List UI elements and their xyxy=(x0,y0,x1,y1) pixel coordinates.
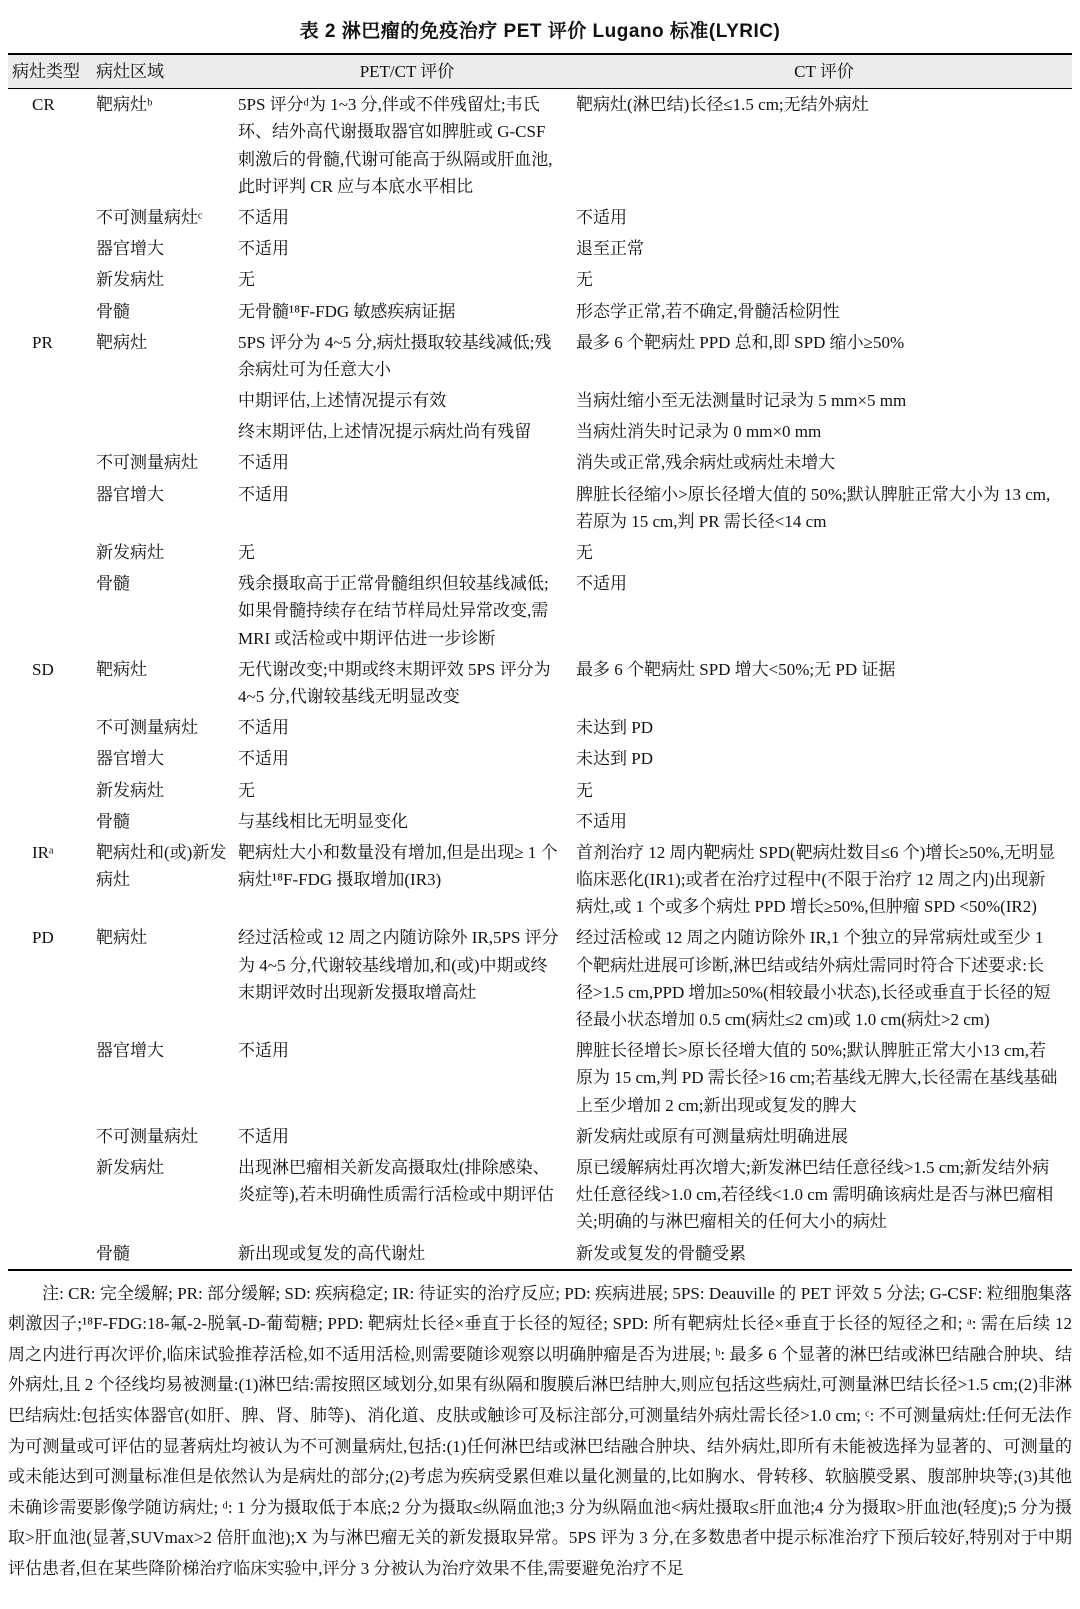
pet-ct-eval-cell: 无代谢改变;中期或终末期评效 5PS 评分为 4~5 分,代谢较基线无明显改变 xyxy=(238,659,551,706)
lesion-region-cell: 新发病灶 xyxy=(96,780,164,800)
header-pet-ct-eval: PET/CT 评价 xyxy=(238,54,576,89)
header-lesion-type: 病灶类型 xyxy=(8,54,96,89)
pet-ct-eval-cell: 靶病灶大小和数量没有增加,但是出现≥ 1 个病灶¹⁸F-FDG 摄取增加(IR3) xyxy=(238,842,558,890)
header-lesion-region: 病灶区域 xyxy=(96,54,238,89)
table-row xyxy=(8,89,1072,202)
lesion-region-cell: 骨髓 xyxy=(96,574,130,594)
lesion-type-cell: PD xyxy=(32,928,54,948)
pet-ct-eval-cell: 不适用 xyxy=(238,749,289,769)
header-ct-eval: CT 评价 xyxy=(576,54,1072,89)
ct-eval-cell: 首剂治疗 12 周内靶病灶 SPD(靶病灶数目≤6 个)增长≥50%,无明显临床恶化(IR1);或者在治疗过程中(不限于治疗 12 周之内)出现新病灶,或 1 个或多个病灶 PPD 增长≥50%,但肿瘤 SPD <50%(IR2) xyxy=(576,842,1056,917)
pet-ct-eval-cell: 不适用 xyxy=(238,1126,289,1146)
table-row xyxy=(8,264,1072,295)
ct-eval-cell: 形态学正常,若不确定,骨髓活检阴性 xyxy=(576,301,840,321)
lesion-region-cell: 骨髓 xyxy=(96,811,130,831)
ct-eval-cell: 退至正常 xyxy=(576,239,644,259)
ct-eval-cell: 最多 6 个靶病灶 SPD 增大<50%;无 PD 证据 xyxy=(576,659,896,679)
pet-ct-eval-cell: 无 xyxy=(238,543,255,562)
pet-ct-eval-cell: 出现淋巴瘤相关新发高摄取灶(排除感染、炎症等),若未明确性质需行活检或中期评估 xyxy=(238,1157,554,1205)
pet-ct-eval-cell: 5PS 评分ᵈ为 1~3 分,伴或不伴残留灶;韦氏环、结外高代谢摄取器官如脾脏或 G-CSF 刺激后的骨髓,代谢可能高于纵隔或肝血池,此时评判 CR 应与本底水平相比 xyxy=(238,95,553,196)
table-row xyxy=(8,806,1072,837)
ct-eval-cell: 不适用 xyxy=(576,207,627,227)
lesion-type-cell: IRᵃ xyxy=(32,842,54,862)
table-row xyxy=(8,837,1072,923)
pet-ct-eval-cell: 终末期评估,上述情况提示病灶尚有残留 xyxy=(238,422,532,442)
table-note: 注: CR: 完全缓解; PR: 部分缓解; SD: 疾病稳定; IR: 待证实的治疗反应; PD: 疾病进展; 5PS: Deauville 的 PET 评效 5 分法; G-CSF: 粒细胞集落刺激因子;¹⁸F-FDG:18-氟-2-脱氧-D-葡萄糖; PPD: 靶病灶长径×垂直于长径的短径; SPD: 所有靶病灶长径×垂直于长径的短径之和; ᵃ: 需在后续 12 周之内进行再次评价,临床试验推荐活检,如不适用活检,则需要随诊观察以明确肿瘤是否为进展; ᵇ: 最多 6 个显著的淋巴结或淋巴结融合肿块、结外病灶,且 2 个径线均易被测量:(1)淋巴结:需按照区域划分,如果有纵隔和腹膜后淋巴结肿大,则应包括这些病灶,可测量淋巴结长径>1.5 cm;(2)非淋巴结病灶:包括实体器官(如肝、脾、肾、肺等)、消化道、皮肤或触诊可及标注部分,可测量结外病灶需长径>1.0 cm; ᶜ: 不可测量病灶:任何无法作为可测量或可评估的显著病灶均被认为不可测量病灶,包括:(1)任何淋巴结或淋巴结融合肿块、结外病灶,即所有未能被选择为显著的、可测量的或未能达到可测量标准但是依然认为是病灶的部分;(2)考虑为疾病受累但难以量化测量的,比如胸水、骨转移、软脑膜受累、腹部肿块等;(3)其他未确诊需要影像学随访病灶; ᵈ: 1 分为摄取低于本底;2 分为摄取≤纵隔血池;3 分为纵隔血池<病灶摄取≤肝血池;4 分为摄取>肝血池(轻度);5 分为摄取>肝血池(显著,SUVmax>2 倍肝血池);X 为与淋巴瘤无关的新发摄取异常。5PS 评为 3 分,在多数患者中提示标准治疗下预后较好,特别对于中期评估患者,但在某些降阶梯治疗临床实验中,评分 3 分被认为治疗效果不佳,需要避免治疗不足 xyxy=(8,1283,1072,1579)
lesion-type-cell: SD xyxy=(32,659,54,679)
ct-eval-cell: 脾脏长径增长>原长径增大值的 50%;默认脾脏正常大小13 cm,若原为 15 cm,判 PD 需长径>16 cm;若基线无脾大,长径需在基线基础上至少增加 2 cm;新出现或复发的脾大 xyxy=(576,1041,1058,1115)
lesion-region-cell: 靶病灶ᵇ xyxy=(96,95,153,115)
table-row xyxy=(8,479,1072,537)
pet-ct-eval-cell: 5PS 评分为 4~5 分,病灶摄取较基线减低;残余病灶可为任意大小 xyxy=(238,332,552,379)
ct-eval-cell: 消失或正常,残余病灶或病灶未增大 xyxy=(576,453,836,473)
lesion-type-cell: PR xyxy=(32,332,53,352)
table-row xyxy=(8,1035,1072,1121)
ct-eval-cell: 未达到 PD xyxy=(576,749,653,769)
table-row xyxy=(8,1152,1072,1238)
table-row xyxy=(8,568,1072,654)
pet-ct-eval-cell: 新出现或复发的高代谢灶 xyxy=(238,1243,425,1263)
pet-ct-eval-cell: 经过活检或 12 周之内随访除外 IR,5PS 评分为 4~5 分,代谢较基线增加,和(或)中期或终末期评效时出现新发摄取增高灶 xyxy=(238,928,559,1002)
lesion-region-cell: 靶病灶 xyxy=(96,928,147,948)
table-row xyxy=(8,1121,1072,1152)
lesion-region-cell: 靶病灶和(或)新发病灶 xyxy=(96,842,227,890)
lesion-region-cell: 骨髓 xyxy=(96,301,130,321)
ct-eval-cell: 经过活检或 12 周之内随访除外 IR,1 个独立的异常病灶或至少 1 个靶病灶进展可诊断,淋巴结或结外病灶需同时符合下述要求:长径>1.5 cm,PPD 增加≥50%(相较最小状态),长径或垂直于长径的短径最小状态增加 0.5 cm(病灶≤2 cm)或 1.0 cm(病灶>2 cm) xyxy=(576,928,1051,1029)
table-row xyxy=(8,327,1072,385)
lesion-region-cell: 器官增大 xyxy=(96,749,164,769)
ct-eval-cell: 原已缓解病灶再次增大;新发淋巴结任意径线>1.5 cm;新发结外病灶任意径线>1.0 cm,若径线<1.0 cm 需明确该病灶是否与淋巴瘤相关;明确的与淋巴瘤相关的任何大小的病灶 xyxy=(576,1157,1054,1232)
table-row xyxy=(8,537,1072,568)
ct-eval-cell: 新发病灶或原有可测量病灶明确进展 xyxy=(576,1126,848,1146)
ct-eval-cell: 无 xyxy=(576,543,593,562)
ct-eval-cell: 不适用 xyxy=(576,811,627,831)
ct-eval-cell: 新发或复发的骨髓受累 xyxy=(576,1243,746,1263)
table-row xyxy=(8,202,1072,233)
lugano-criteria-table xyxy=(8,53,1072,1271)
lesion-region-cell: 靶病灶 xyxy=(96,659,147,679)
table-row xyxy=(8,1238,1072,1270)
table-row xyxy=(8,922,1072,1035)
table-title: 表 2 淋巴瘤的免疫治疗 PET 评价 Lugano 标准(LYRIC) xyxy=(299,21,781,42)
ct-eval-cell: 未达到 PD xyxy=(576,718,653,738)
table-row xyxy=(8,743,1072,774)
pet-ct-eval-cell: 不适用 xyxy=(238,484,289,504)
header-row xyxy=(8,54,1072,89)
pet-ct-eval-cell: 不适用 xyxy=(238,207,289,227)
table-row xyxy=(8,654,1072,712)
ct-eval-cell: 不适用 xyxy=(576,574,627,594)
pet-ct-eval-cell: 残余摄取高于正常骨髓组织但较基线减低;如果骨髓持续存在结节样局灶异常改变,需 MRI 或活检或中期评估进一步诊断 xyxy=(238,574,549,648)
lesion-region-cell: 不可测量病灶 xyxy=(96,1126,198,1146)
lesion-region-cell: 器官增大 xyxy=(96,239,164,259)
pet-ct-eval-cell: 无 xyxy=(238,780,255,800)
table-row xyxy=(8,447,1072,478)
lesion-region-cell: 器官增大 xyxy=(96,1041,164,1061)
ct-eval-cell: 当病灶缩小至无法测量时记录为 5 mm×5 mm xyxy=(576,391,907,411)
lesion-region-cell: 器官增大 xyxy=(96,484,164,504)
lesion-region-cell: 靶病灶 xyxy=(96,332,147,352)
pet-ct-eval-cell: 不适用 xyxy=(238,239,289,259)
pet-ct-eval-cell: 无骨髓¹⁸F-FDG 敏感疾病证据 xyxy=(238,301,456,321)
ct-eval-cell: 脾脏长径缩小>原长径增大值的 50%;默认脾脏正常大小为 13 cm,若原为 15 cm,判 PR 需长径<14 cm xyxy=(576,484,1051,531)
pet-ct-eval-cell: 与基线相比无明显变化 xyxy=(238,811,408,831)
pet-ct-eval-cell: 不适用 xyxy=(238,718,289,738)
lesion-region-cell: 不可测量病灶ᶜ xyxy=(96,207,203,227)
lesion-region-cell: 新发病灶 xyxy=(96,543,164,562)
table-row xyxy=(8,775,1072,806)
pet-ct-eval-cell: 无 xyxy=(238,270,255,290)
pet-ct-eval-cell: 不适用 xyxy=(238,1041,289,1061)
lesion-region-cell: 新发病灶 xyxy=(96,270,164,290)
ct-eval-cell: 靶病灶(淋巴结)长径≤1.5 cm;无结外病灶 xyxy=(576,95,869,115)
ct-eval-cell: 最多 6 个靶病灶 PPD 总和,即 SPD 缩小≥50% xyxy=(576,332,905,352)
pet-ct-eval-cell: 不适用 xyxy=(238,453,289,473)
ct-eval-cell: 无 xyxy=(576,270,593,290)
ct-eval-cell: 当病灶消失时记录为 0 mm×0 mm xyxy=(576,422,822,442)
lesion-region-cell: 不可测量病灶 xyxy=(96,453,198,473)
table-row xyxy=(8,712,1072,743)
pet-ct-eval-cell: 中期评估,上述情况提示有效 xyxy=(238,391,447,411)
lesion-type-cell: CR xyxy=(32,95,55,115)
table-row xyxy=(8,296,1072,327)
lesion-region-cell: 新发病灶 xyxy=(96,1157,164,1177)
lesion-region-cell: 不可测量病灶 xyxy=(96,718,198,738)
table-row xyxy=(8,233,1072,264)
lesion-region-cell: 骨髓 xyxy=(96,1243,130,1263)
ct-eval-cell: 无 xyxy=(576,780,593,800)
